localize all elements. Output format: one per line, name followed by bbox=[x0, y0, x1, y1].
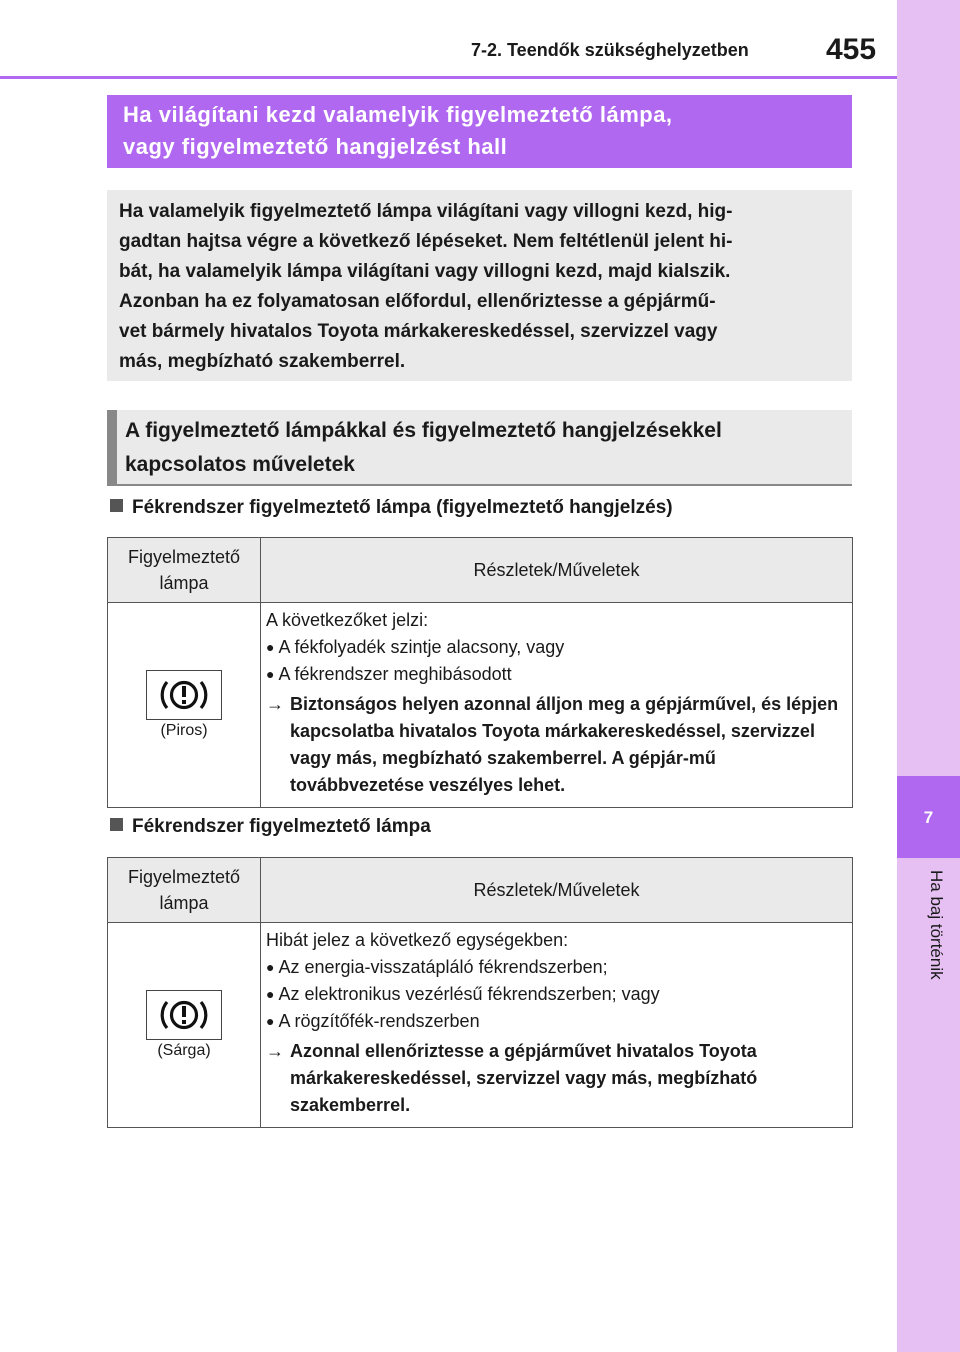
table-row bbox=[108, 603, 853, 808]
item-heading bbox=[110, 816, 431, 838]
chapter-number-badge bbox=[897, 776, 960, 858]
col-header-details: Részletek/Műveletek bbox=[261, 858, 853, 923]
warning-table bbox=[107, 857, 853, 1128]
lamp-color-label: (Sárga) bbox=[157, 1042, 211, 1059]
list-item: ● Az energia-visszatápláló fékrendszerben; bbox=[266, 954, 846, 981]
brake-warning-icon bbox=[146, 670, 222, 720]
intro-box bbox=[107, 190, 852, 381]
section-heading-line-2: kapcsolatos műveletek bbox=[125, 453, 355, 476]
intro-line: más, megbízható szakemberrel. bbox=[119, 351, 406, 372]
table-header-row bbox=[108, 538, 853, 603]
col-header-lamp: Figyelmeztető lámpa bbox=[108, 858, 261, 923]
list-item: ● Az elektronikus vezérlésű fékrendszerben; vagy bbox=[266, 981, 846, 1008]
details-intro: Hibát jelez a következő egységekben: bbox=[266, 930, 569, 950]
details-cell bbox=[261, 603, 853, 808]
chapter-title-vertical: Ha baj történik bbox=[927, 870, 946, 980]
col-header-lamp: Figyelmeztető lámpa bbox=[108, 538, 261, 603]
list-item: ● A rögzítőfék-rendszerben bbox=[266, 1008, 846, 1035]
list-item: ● A fékfolyadék szintje alacsony, vagy bbox=[266, 634, 846, 661]
warning-table bbox=[107, 537, 853, 808]
action-instruction bbox=[266, 691, 846, 799]
square-bullet-icon bbox=[110, 499, 123, 512]
lamp-color-label: (Piros) bbox=[160, 722, 208, 739]
lamp-cell bbox=[108, 603, 261, 808]
action-text: Azonnal ellenőriztesse a gépjárművet hivatalos Toyota márkakereskedéssel, szervizzel vagy más, megbízható szakemberrel. bbox=[290, 1041, 758, 1115]
lamp-cell bbox=[108, 923, 261, 1128]
col-header-details: Részletek/Műveletek bbox=[261, 538, 853, 603]
intro-line: vet bármely hivatalos Toyota márkakereskedéssel, szervizzel vagy bbox=[119, 321, 718, 342]
square-bullet-icon bbox=[110, 818, 123, 831]
section-title: 7-2. Teendők szükséghelyzetben bbox=[471, 40, 749, 60]
page-number: 455 bbox=[826, 33, 877, 66]
action-instruction bbox=[266, 1038, 846, 1119]
brake-warning-icon bbox=[146, 990, 222, 1040]
chapter-number: 7 bbox=[923, 808, 934, 827]
topic-banner bbox=[107, 95, 852, 168]
intro-line: bát, ha valamelyik lámpa világítani vagy villogni kezd, majd kialszik. bbox=[119, 261, 731, 282]
chapter-side-tab bbox=[897, 0, 960, 1352]
item-heading-text: Fékrendszer figyelmeztető lámpa bbox=[132, 816, 431, 837]
intro-line: Ha valamelyik figyelmeztető lámpa világítani vagy villogni kezd, hig- bbox=[119, 201, 733, 222]
arrow-right-icon: → bbox=[266, 694, 284, 714]
details-intro: A következőket jelzi: bbox=[266, 610, 429, 630]
item-heading-text: Fékrendszer figyelmeztető lámpa (figyelmeztető hangjelzés) bbox=[132, 497, 673, 518]
banner-line-1: Ha világítani kezd valamelyik figyelmeztető lámpa, bbox=[123, 102, 673, 127]
header-divider bbox=[0, 76, 897, 79]
banner-line-2: vagy figyelmeztető hangjelzést hall bbox=[123, 134, 508, 159]
section-heading bbox=[107, 410, 852, 486]
table-row bbox=[108, 923, 853, 1128]
table-header-row bbox=[108, 858, 853, 923]
intro-line: gadtan hajtsa végre a következő lépéseket. Nem feltétlenül jelent hi- bbox=[119, 231, 733, 252]
section-heading-line-1: A figyelmeztető lámpákkal és figyelmeztető hangjelzésekkel bbox=[125, 419, 722, 442]
action-text: Biztonságos helyen azonnal álljon meg a gépjárművel, és lépjen kapcsolatba hivatalos Toyota márkakereskedéssel, szervizzel vagy más, megbízható szakemberrel. A gépjár-mű továbbvezetése veszélyes lehet. bbox=[290, 694, 839, 795]
item-heading bbox=[110, 497, 673, 519]
list-item: ● A fékrendszer meghibásodott bbox=[266, 661, 846, 688]
arrow-right-icon: → bbox=[266, 1041, 284, 1061]
details-cell bbox=[261, 923, 853, 1128]
intro-line: Azonban ha ez folyamatosan előfordul, ellenőriztesse a gépjármű- bbox=[119, 291, 716, 312]
